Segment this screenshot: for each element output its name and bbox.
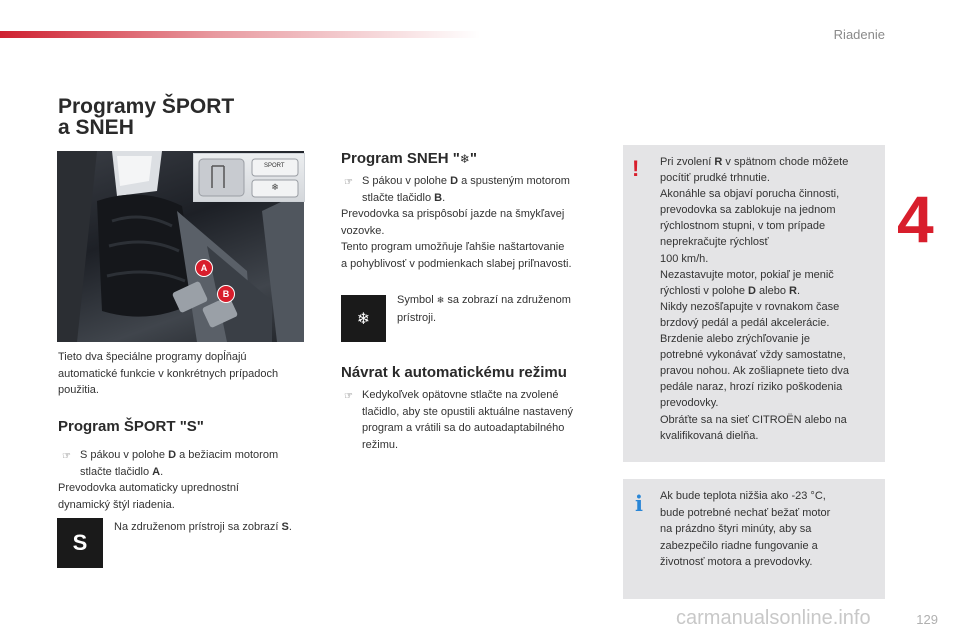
section-title: Riadenie xyxy=(833,27,885,42)
warning-icon: ! xyxy=(632,156,640,181)
info-icon: i xyxy=(635,491,643,516)
button-closeup-inset xyxy=(193,153,305,202)
bullet-icon: ☞ xyxy=(62,451,71,462)
snow-heading: Program SNEH "❄" xyxy=(341,150,477,167)
sport-display-note: Na združenom prístroji sa zobrazí S. xyxy=(114,521,292,533)
page-title-line2: a SNEH xyxy=(58,116,134,139)
auto-instruction: Kedykoľvek opätovne stlačte na zvolené tlačidlo, aby ste opustili aktuálne nastavený program a vrátili sa do autoadaptabilného režimu. xyxy=(362,389,573,451)
warning-text: Pri zvolení R v spätnom chode môžete pocítiť prudké trhnutie. Akonáhle sa objaví porucha činnosti, prevodovka sa zablokuje na jednom rýchlostnom stupni, v tom prípade neprekračujte rýchlosť 100 km/h. Nezastavujte motor, pokiaľ je menič rýchlosti v polohe D alebo R. Nikdy nezošľapujte v rovnakom čase brzdový pedál a pedál akcelerácie. Brzdenie alebo zrýchľovanie je potrebné vykonávať vždy samostatne, pravou nohou. Ak zošliapnete tieto dva pedále naraz, hrozí riziko poškodenia prevodovky. Obráťte sa na sieť CITROËN alebo na kvalifikovaná dielňa. xyxy=(660,156,849,442)
snow-instruction: S pákou v polohe D a spusteným motorom stlačte tlačidlo B. xyxy=(362,175,570,204)
sport-description: Prevodovka automaticky uprednostní dynamický štýl riadenia. xyxy=(58,482,239,511)
watermark: carmanualsonline.info xyxy=(676,607,871,629)
chapter-number: 4 xyxy=(897,182,934,256)
sport-instruction: S pákou v polohe D a bežiacim motorom stlačte tlačidlo A. xyxy=(80,449,279,478)
bullet-icon: ☞ xyxy=(344,177,353,188)
callout-a: A xyxy=(195,259,213,277)
page-title xyxy=(58,96,234,138)
snowflake-icon: ❄ xyxy=(459,152,470,166)
intro-text: Tieto dva špeciálne programy dopĺňajú automatické funkcie v konkrétnych prípadoch použitia. xyxy=(58,351,279,396)
bullet-icon: ☞ xyxy=(344,391,353,402)
page-number: 129 xyxy=(916,612,938,627)
callout-b: B xyxy=(217,285,235,303)
header-accent-bar xyxy=(0,31,480,38)
page-title-line1: Programy ŠPORT xyxy=(58,95,235,118)
sport-button-label: SPORT xyxy=(264,163,285,169)
info-text: Ak bude teplota nižšia ako -23 °C, bude potrebné nechať bežať motor na prázdno štyri minúty, aby sa zabezpečilo riadne fungovanie a životnosť motora a prevodovky. xyxy=(660,490,831,568)
snow-indicator-icon: ❄ xyxy=(341,295,386,342)
snow-display-note: Symbol ❄ sa zobrazí na združenom prístroji. xyxy=(397,294,571,324)
auto-heading: Návrat k automatickému režimu xyxy=(341,364,567,381)
snow-description: Prevodovka sa prispôsobí jazde na šmykľavej vozovke. Tento program umožňuje ľahšie naštartovanie a pohyblivosť v podmienkach slabej priľnavosti. xyxy=(341,208,572,270)
svg-text:❄: ❄ xyxy=(271,183,279,193)
gear-pattern-icon xyxy=(194,154,304,201)
sport-indicator-icon: S xyxy=(57,518,103,568)
sport-heading: Program ŠPORT "S" xyxy=(58,418,204,435)
